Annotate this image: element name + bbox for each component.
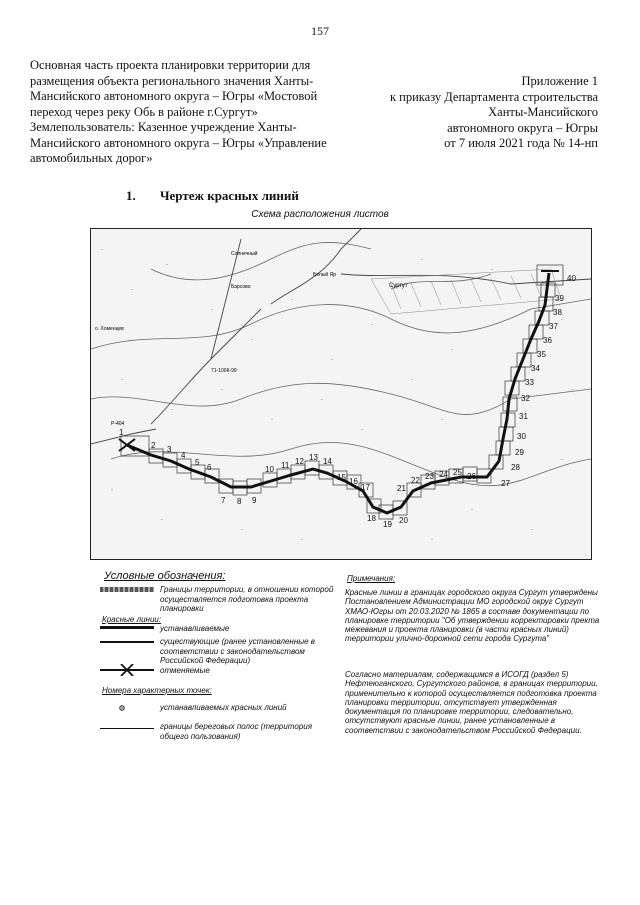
place-label-barsovo: Барсово [231,284,251,290]
appendix-line: Ханты-Мансийского [488,105,598,119]
existing-line-symbol [100,641,154,643]
legend-existing [100,637,330,667]
project-title-line: Основная часть проекта планировки территории для [30,58,311,72]
established-text: устанавливаемые [160,624,230,633]
sheet-number-4: 4 [181,451,186,460]
sheet-number-39: 39 [555,294,564,303]
land-user-line: Мансийского автономного округа – Югры «Управление [30,135,327,150]
point-symbol-text: устанавливаемых красных линий [160,703,287,712]
project-title-line: Мансийского автономного округа – Югры «Мостовой [30,89,318,103]
sheet-number-6: 6 [207,463,212,472]
map-svg [91,229,591,559]
section-number: 1. [126,188,136,203]
road-label-71-100k-99: 71-100К-99 [211,368,237,374]
sheet-number-38: 38 [553,308,562,317]
sheet-number-21: 21 [397,484,406,493]
cancelled-text: отменяемые [160,666,210,675]
sheet-number-30: 30 [517,432,526,441]
sheet-number-36: 36 [543,336,552,345]
boundary-symbol [100,587,154,592]
cancelled-line-symbol [100,664,154,676]
road-lines [91,229,591,444]
sheet-number-24: 24 [439,470,448,479]
appendix-line: от 7 июля 2021 года № 14-нп [444,136,598,150]
sheet-number-32: 32 [521,394,530,403]
place-label-surgut: Сургут [389,283,408,289]
legend-shoreline [100,722,330,744]
sheet-number-12: 12 [295,457,304,466]
note-2: Согласно материалам, содержащимся в ИСОГД (раздел 5) Нефтеюганского, Сургутского районов, в границах территории, применительно к которой осуществляется подготовка проекта планировки территории, отсутствует утвержденная документация по планировке территории, следовательно, отсутствуют красные линии, ранее установленные в соответствии с законодательством Российской Федерации. [345,670,598,735]
section-title: Чертеж красных линий [160,188,299,203]
sheet-number-34: 34 [531,364,540,373]
sheet-number-1: 1 [119,428,124,437]
sheet-number-20: 20 [399,516,408,525]
sheet-number-25: 25 [453,468,462,477]
sheet-number-13: 13 [309,453,318,462]
legend-boundary [100,585,334,615]
established-line-symbol [100,626,154,629]
sheet-number-29: 29 [515,448,524,457]
sheet-number-15: 15 [337,473,346,482]
appendix-block [348,74,598,152]
appendix-line: к приказу Департамента строительства [389,89,598,104]
sheet-number-26: 26 [467,472,476,481]
sheet-number-23: 23 [425,472,434,481]
point-symbol [100,703,154,713]
sheet-number-11: 11 [281,461,290,470]
sheet-number-19: 19 [383,520,392,529]
sheet-number-33: 33 [525,378,534,387]
route-end-markers [119,271,559,451]
legend-point [100,703,330,715]
legend-title: Условные обозначения: [104,570,226,582]
place-label-solnechny: Солнечный [231,251,258,257]
legend-established [100,624,330,636]
place-label-bely-yar: Белый Яр [313,272,336,278]
page-number: 157 [311,24,329,38]
sheet-number-37: 37 [549,322,558,331]
points-header: Номера характерных точек: [102,686,212,695]
sheet-number-17: 17 [361,483,370,492]
sheet-number-16: 16 [349,477,358,486]
legend-cancelled [100,666,330,680]
sheet-number-22: 22 [411,476,420,485]
red-lines-header: Красные линии: [102,615,162,624]
sheet-number-10: 10 [265,465,274,474]
sheet-number-31: 31 [519,412,528,421]
shoreline-text: границы береговых полос (территория общего пользования) [160,722,312,741]
existing-text: существующие (ранее установленные в соответствии с законодательством Российской Федерации) [160,637,315,665]
project-title-line: переход через реку Обь в районе г.Сургут» [30,104,258,119]
sheet-layout-map [90,228,592,560]
sheet-number-9: 9 [252,496,257,505]
notes-title: Примечания: [347,574,396,583]
sheet-number-27: 27 [501,479,510,488]
sheet-number-7: 7 [221,496,226,505]
sheet-number-14: 14 [323,457,332,466]
boundary-text: Границы территории, в отношении которой осуществляется подготовка проекта планировки [160,585,334,613]
road-label-r404: Р-404 [111,421,125,427]
terrain-texture [101,249,573,540]
sheet-number-2: 2 [151,441,156,450]
sheet-number-28: 28 [511,463,520,472]
shoreline-symbol [100,728,154,729]
place-label-khomentsev: о. Хоменцев [95,326,124,332]
sheet-number-8: 8 [237,497,242,506]
note-1: Красные линии в границах городского округа Сургут утверждены Постановлением Администрации МО городской округ Сургут ХМАО-Югры от 20.03.2020 № 1865 в составе документации по планировке территории "Об утверждении корректировки пректа межевания и проекта планировки (в части красных линий) территории улично-дорожной сети города Сургута" [345,588,600,644]
sheet-number-35: 35 [537,350,546,359]
project-title-line: размещения объекта регионального значения Ханты- [30,73,314,88]
project-title-block [30,58,340,167]
sheet-number-3: 3 [167,445,172,454]
sheet-number-18: 18 [367,514,376,523]
land-user-line: автомобильных дорог» [30,151,153,165]
section-heading [126,188,299,204]
appendix-line: Приложение 1 [521,74,598,88]
sheet-number-5: 5 [195,458,200,467]
sheet-number-40: 40 [567,274,576,283]
land-user-line: Землепользователь: Казенное учреждение Ханты- [30,120,297,134]
appendix-line: автономного округа – Югры [447,120,598,135]
map-caption: Схема расположения листов [251,209,389,220]
